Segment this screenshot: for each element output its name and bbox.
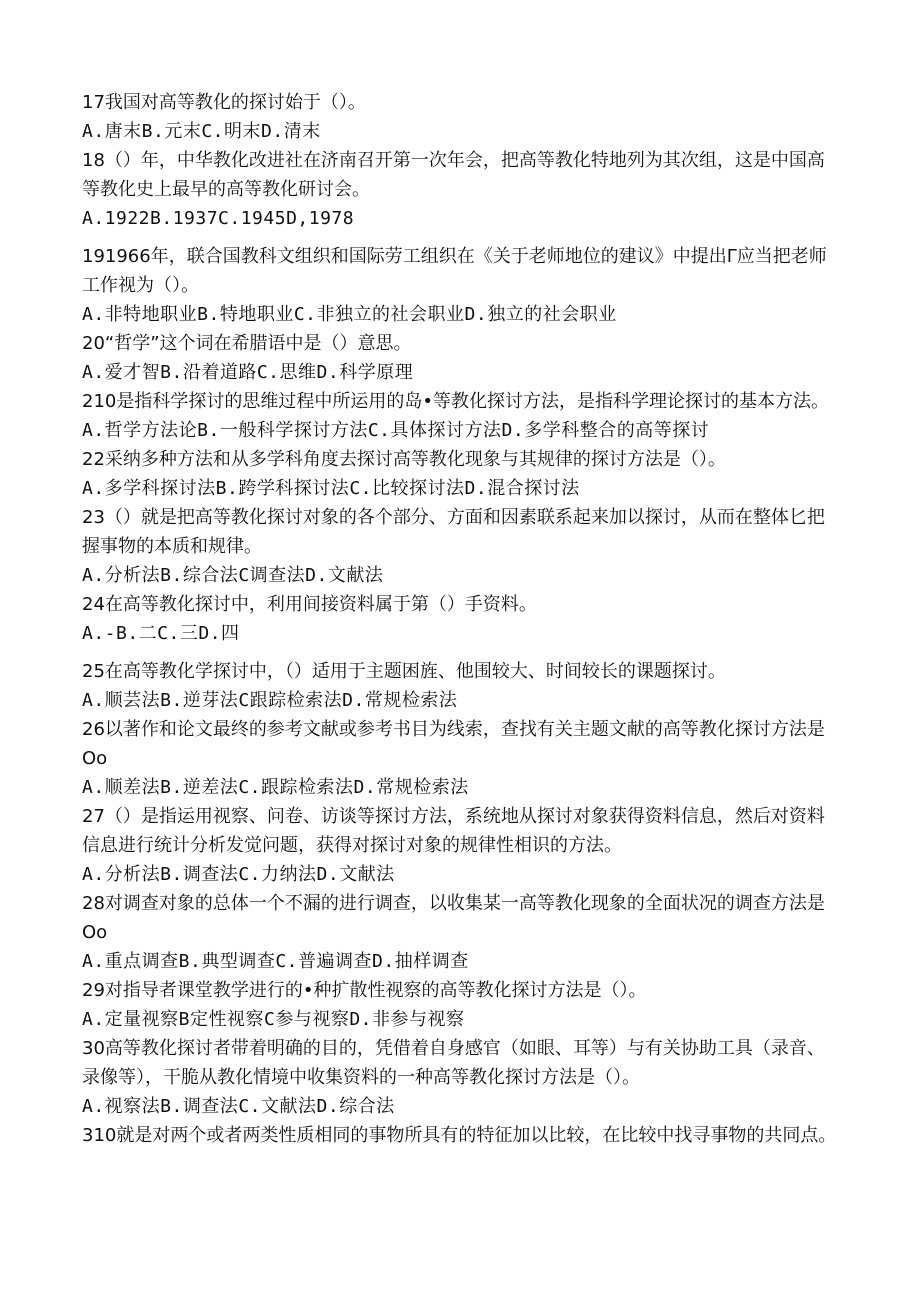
options-23: A.分析法B.综合法C调查法D.文献法 — [82, 565, 384, 586]
question-24: 24在高等教化探讨中，利用间接资料属于第（）手资料。 — [82, 594, 537, 615]
options-22: A.多学科探讨法B.跨学科探讨法C.比较探讨法D.混合探讨法 — [82, 478, 580, 499]
options-17: A.唐末B.元末C.明末D.清末 — [82, 121, 321, 142]
options-19: A.非特地职业B.特地职业C.非独立的社会职业D.独立的社会职业 — [82, 304, 617, 325]
question-31: 310就是对两个或者两类性质相同的事物所具有的特征加以比较，在比较中找寻事物的共同点。 — [82, 1125, 837, 1146]
question-26: 26以著作和论文最终的参考文献或参考书目为线索，查找有关主题文献的高等教化探讨方法是Oo — [82, 719, 825, 769]
question-25: 25在高等教化学探讨中，（）适用于主题困旌、他围较大、时间较长的课题探讨。 — [82, 661, 726, 682]
options-20: A.爱才智B.沿着道路C.思维D.科学原理 — [82, 362, 414, 383]
options-29: A.定量视察B定性视察C参与视察D.非参与视察 — [82, 1009, 465, 1030]
question-29: 29对指导者课堂教学进行的•种扩散性视察的高等教化探讨方法是（）。 — [82, 980, 647, 1001]
options-21: A.哲学方法论B.一般科学探讨方法C.具体探讨方法D.多学科整合的高等探讨 — [82, 420, 710, 441]
options-18: A.1922B.1937C.1945D,1978 — [82, 208, 355, 229]
question-22: 22采纳多种方法和从多学科角度去探讨高等教化现象与其规律的探讨方法是（）。 — [82, 449, 726, 470]
options-30: A.视察法B.调查法C.文献法D.综合法 — [82, 1096, 395, 1117]
options-25: A.顺芸法B.逆芽法C跟踪检索法D.常规检索法 — [82, 690, 458, 711]
options-24: A.-B.二C.三D.四 — [82, 623, 240, 644]
question-27: 27（）是指运用视察、问卷、访谈等探讨方法，系统地从探讨对象获得资料信息，然后对资料信息进行统计分析发觉问题，获得对探讨对象的规律性相识的方法。 — [82, 806, 825, 856]
options-26: A.顺差法B.逆差法C.跟踪检索法D.常规检索法 — [82, 777, 469, 798]
question-20: 20“哲学”这个词在希腊语中是（）意思。 — [82, 333, 412, 354]
question-28: 28对调查对象的总体一个不漏的进行调查，以收集某一高等教化现象的全面状况的调查方法是Oo — [82, 893, 825, 943]
question-19: 191966年，联合国教科文组织和国际劳工组织在《关于老师地位的建议》中提出Γ应当把老师工作视为（）。 — [82, 246, 827, 296]
question-23: 23（）就是把高等教化探讨对象的各个部分、方面和因素联系起来加以探讨，从而在整体匕把握事物的本质和规律。 — [82, 507, 825, 557]
options-28: A.重点调查B.典型调查C.普遍调查D.抽样调查 — [82, 951, 469, 972]
question-21: 210是指科学探讨的思维过程中所运用的岛•等教化探讨方法，是指科学理论探讨的基本方法。 — [82, 391, 829, 412]
question-list — [82, 88, 842, 1150]
question-30: 30高等教化探讨者带着明确的目的，凭借着自身感官（如眼、耳等）与有关协助工具（录音、录像等），干脆从教化情境中收集资料的一种高等教化探讨方法是（）。 — [82, 1038, 825, 1088]
options-27: A.分析法B.调查法C.力纳法D.文献法 — [82, 864, 395, 885]
question-18: 18（）年，中华教化改进社在济南召开第一次年会，把高等教化特地列为其次组，这是中国高等教化史上最早的高等教化研讨会。 — [82, 150, 825, 200]
question-17: 17我国对高等教化的探讨始于（）。 — [82, 92, 366, 113]
